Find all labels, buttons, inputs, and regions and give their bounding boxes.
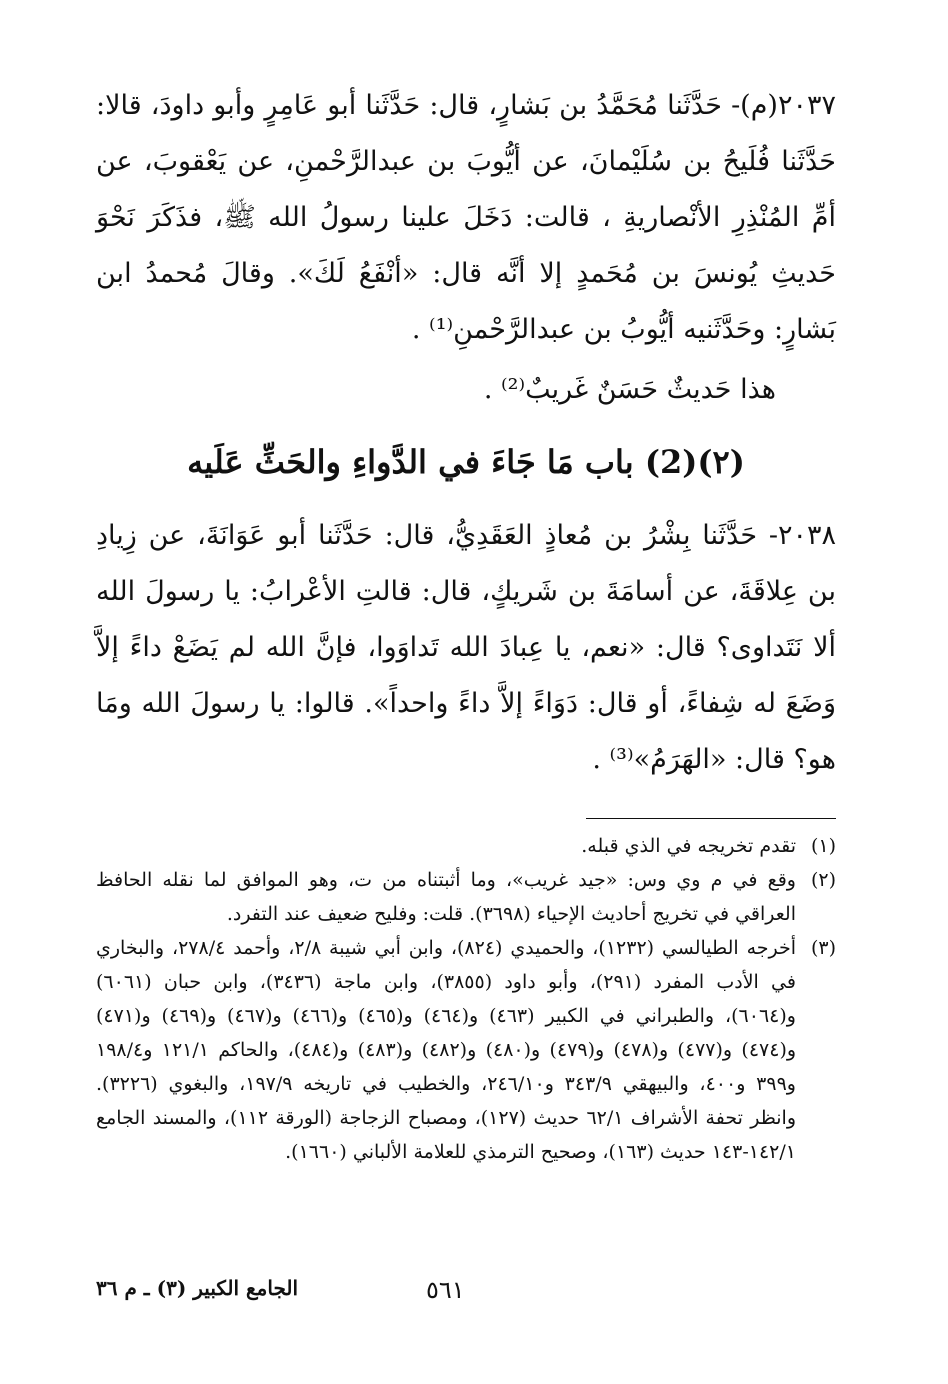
chapter-title: (٢)(2) باب مَا جَاءَ في الدَّواءِ والحَثِّ عَلَيه	[187, 443, 745, 481]
footnote-text: أخرجه الطيالسي (١٢٣٢)، والحميدي (٨٢٤)، وابن أبي شيبة ٢/٨، وأحمد ٢٧٨/٤، والبخاري في الأدب المفرد (٢٩١)، وأبو داود (٣٨٥٥)، وابن ماجة (٣٤٣٦)، وابن حبان (٦٠٦١) و(٦٠٦٤)، والطبراني في الكبير (٤٦٣) و(٤٦٤) و(٤٦٥) و(٤٦٦) و(٤٦٧) و(٤٦٩) و(٤٧١) و(٤٧٤) و(٤٧٧) و(٤٧٨) و(٤٧٩) و(٤٨٠) و(٤٨٢) و(٤٨٣) و(٤٨٤)، والحاكم ١٢١/١ و١٩٨/٤ و٣٩٩ و٤٠٠، والبيهقي ٣٤٣/٩ و٢٤٦/١٠، والخطيب في تاريخه ١٩٧/٩، والبغوي (٣٢٢٦). وانظر تحفة الأشراف ٦٢/١ حديث (١٢٧)، ومصباح الزجاجة (الورقة ١١٢)، والمسند الجامع ١٤٢/١-١٤٣ حديث (١٦٣)، وصحيح الترمذي للعلامة الألباني (١٦٦٠).	[96, 937, 797, 1163]
footnote-number: (٢)	[810, 869, 836, 891]
footnote-divider	[586, 818, 836, 819]
footnote-number: (١)	[810, 835, 836, 857]
page-body	[96, 78, 836, 1169]
page-number: ٥٦١	[426, 1276, 465, 1304]
book-reference: الجامع الكبير (٣) ـ م ٣٦	[96, 1276, 299, 1300]
hadith-2038: ٢٠٣٨- حَدَّثَنا بِشْرُ بن مُعاذٍ العَقَدِيُّ، قال: حَدَّثَنا أبو عَوَانَةَ، عن زِيادِ بن عِلاقَةَ، عن أسامَةَ بن شَريكٍ، قال: قالتِ الأعْرابُ: يا رسولَ الله ألا نَتَداوى؟ قال: «نعم، يا عِبادَ الله تَداوَوا، فإنَّ الله لم يَضَعْ داءً إلاَّ وَضَعَ له شِفاءً، أو قال: دَوَاءً إلاَّ داءً واحداً». قالوا: يا رسولَ الله ومَا هو؟ قال: «الهَرَمُ»⁽³⁾ .	[96, 520, 837, 775]
page-footer	[96, 1276, 836, 1312]
footnote-text: تقدم تخريجه في الذي قبله.	[581, 835, 796, 857]
hadith-grade: هذا حَديثٌ حَسَنٌ غَريبٌ⁽²⁾ .	[483, 374, 776, 405]
footnotes	[96, 829, 836, 1169]
footnote	[96, 863, 836, 931]
footnote	[96, 931, 836, 1169]
footnote-number: (٣)	[810, 937, 836, 959]
footnote-text: وقع في م وي وس: «جيد غريب»، وما أثبتناه من ت، وهو الموافق لما نقله الحافظ العراقي في تخريج أحاديث الإحياء (٣٦٩٨). قلت: وفليح ضعيف عند التفرد.	[96, 869, 796, 925]
hadith-2037: ٢٠٣٧(م)- حَدَّثَنا مُحَمَّدُ بن بَشارٍ، قال: حَدَّثَنا أبو عَامِرٍ وأبو داودَ، قالا: حَدَّثَنا فُلَيحُ بن سُلَيْمانَ، عن أيُّوبَ بن عبدالرَّحْمنِ، عن يَعْقوبَ، عن أمِّ المُنْذِرِ الأنْصاريةِ ، قالت: دَخَلَ علينا رسولُ الله ﷺ، فذَكَرَ نَحْوَ حَديثِ يُونسَ بن مُحَمدٍ إلا أنَّه قال: «أنْفَعُ لَكَ». وقالَ مُحمدُ ابن بَشارٍ: وحَدَّثَنيه أيُّوبُ بن عبدالرَّحْمنِ⁽¹⁾ .	[96, 90, 836, 345]
footnote	[96, 829, 836, 863]
